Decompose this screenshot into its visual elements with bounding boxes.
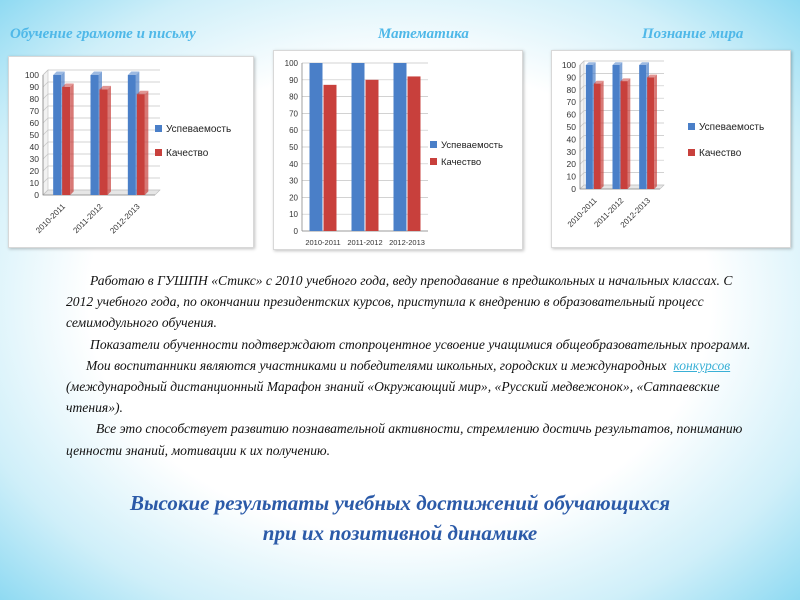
- chart-math-svg: [274, 51, 522, 249]
- bar-side: [145, 91, 149, 195]
- y-tick-label: 60: [566, 109, 576, 120]
- chart-world-svg: [552, 51, 790, 247]
- y-tick-label: 0: [293, 227, 298, 236]
- y-tick-label: 40: [289, 159, 298, 169]
- paragraph-3: [66, 355, 756, 419]
- y-tick-label: 10: [566, 171, 576, 182]
- paragraph-3-start: Мои воспитанники являются участниками и победителями школьных, городских и международных: [86, 357, 667, 373]
- y-tick-label: 80: [29, 94, 39, 104]
- conclusion-line-2: при их позитивной динамике: [262, 521, 538, 545]
- paragraph-3-end: (международный дистанционный Марафон знаний «Окружающий мир», «Русский медвежонок», «Сатпаевские чтения»).: [66, 379, 720, 416]
- body-text: [66, 270, 756, 461]
- y-tick-label: 70: [29, 106, 39, 116]
- bar-kachestvo: [594, 84, 601, 189]
- chart-title-math: Математика: [378, 26, 469, 42]
- bar-uspevaemost: [394, 63, 407, 231]
- bar-uspevaemost: [128, 75, 136, 195]
- bar-uspevaemost: [53, 75, 61, 195]
- y-tick-label: 60: [289, 126, 298, 136]
- chart-title-world: Познание мира: [642, 26, 744, 42]
- y-tick-label: 100: [284, 59, 298, 68]
- x-tick-label: 2012-2013: [618, 196, 653, 230]
- x-tick-label: 2010-2011: [565, 196, 599, 230]
- y-tick-label: 0: [571, 184, 576, 194]
- bar-uspevaemost: [586, 65, 593, 189]
- chart-literacy: [8, 56, 254, 248]
- x-tick-label: 2011-2012: [347, 238, 383, 247]
- bar-side: [108, 86, 112, 195]
- legend-swatch: [688, 123, 695, 130]
- y-tick-label: 50: [289, 143, 298, 152]
- y-tick-label: 30: [289, 176, 298, 186]
- y-tick-label: 70: [566, 97, 576, 108]
- bar-side: [601, 81, 604, 189]
- legend-label: Успеваемость: [441, 140, 503, 151]
- bar-kachestvo: [324, 85, 337, 231]
- paragraph-1: Работаю в ГУШПН «Стикс» с 2010 учебного года, веду преподавание в предшкольных и начальных классах. С 2012 учебного года, по окончании президентских курсов, приступила к внедрению в образовательный процесс семимодульного обучения.: [66, 273, 733, 331]
- bar-kachestvo: [62, 87, 70, 195]
- legend-swatch: [430, 158, 437, 165]
- contests-link[interactable]: конкурсов: [673, 357, 731, 373]
- bar-uspevaemost: [310, 63, 323, 231]
- y-tick-label: 10: [289, 210, 298, 220]
- legend-swatch: [688, 149, 695, 156]
- y-tick-label: 40: [566, 134, 576, 145]
- y-tick-label: 0: [34, 190, 39, 200]
- y-tick-label: 20: [289, 193, 298, 203]
- y-tick-label: 70: [289, 109, 298, 119]
- x-tick-label: 2011-2012: [71, 202, 105, 236]
- bar-kachestvo: [137, 94, 145, 195]
- bar-uspevaemost: [639, 65, 646, 189]
- paragraph-4: Все это способствует развитию познавательной активности, стремлению достичь результатов, пониманию ценности знаний, мотивации к их получению.: [66, 421, 743, 458]
- bar-side: [70, 84, 73, 196]
- bar-side: [628, 78, 631, 189]
- chart-world: [551, 50, 791, 248]
- legend-swatch: [155, 125, 162, 132]
- x-tick-label: 2012-2013: [389, 238, 425, 247]
- x-tick-label: 2010-2011: [34, 202, 68, 236]
- x-tick-label: 2012-2013: [108, 202, 142, 236]
- legend-swatch: [430, 141, 437, 148]
- y-tick-label: 30: [566, 146, 576, 157]
- y-tick-label: 100: [561, 60, 576, 70]
- chart-literacy-svg: [9, 57, 253, 247]
- bar-kachestvo: [647, 77, 654, 189]
- bar-kachestvo: [408, 76, 421, 231]
- y-tick-label: 10: [29, 178, 39, 188]
- chart-math: [273, 50, 523, 250]
- y-tick-label: 20: [29, 166, 39, 176]
- conclusion-line-1: Высокие результаты учебных достижений обучающихся: [129, 491, 671, 515]
- y-tick-label: 100: [24, 70, 39, 80]
- y-tick-label: 20: [566, 159, 576, 170]
- y-tick-label: 90: [566, 72, 576, 83]
- legend-label: Качество: [166, 148, 209, 159]
- legend-swatch: [155, 149, 162, 156]
- conclusion-heading: [40, 488, 760, 548]
- x-tick-label: 2010-2011: [305, 238, 341, 247]
- bar-uspevaemost: [613, 65, 620, 189]
- chart-title-literacy: Обучение грамоте и письму: [10, 26, 196, 42]
- y-tick-label: 90: [29, 82, 39, 92]
- y-tick-label: 90: [289, 75, 298, 85]
- x-tick-label: 2011-2012: [592, 196, 626, 230]
- legend-label: Качество: [441, 157, 482, 168]
- y-tick-label: 80: [289, 92, 298, 102]
- y-tick-label: 40: [29, 142, 39, 152]
- y-tick-label: 50: [29, 130, 39, 140]
- legend-label: Качество: [699, 148, 742, 159]
- y-tick-label: 30: [29, 154, 39, 164]
- legend-label: Успеваемость: [166, 124, 232, 135]
- bar-kachestvo: [366, 80, 379, 231]
- bar-kachestvo: [621, 81, 628, 189]
- y-tick-label: 60: [29, 118, 39, 128]
- bar-side: [654, 75, 657, 189]
- y-tick-label: 50: [566, 122, 576, 132]
- y-tick-label: 80: [566, 84, 576, 95]
- bar-uspevaemost: [91, 75, 99, 195]
- paragraph-2: Показатели обученности подтверждают стопроцентное усвоение учащимися общеобразовательных программ.: [90, 336, 751, 352]
- legend-label: Успеваемость: [699, 122, 765, 133]
- bar-kachestvo: [100, 89, 108, 195]
- bar-uspevaemost: [352, 63, 365, 231]
